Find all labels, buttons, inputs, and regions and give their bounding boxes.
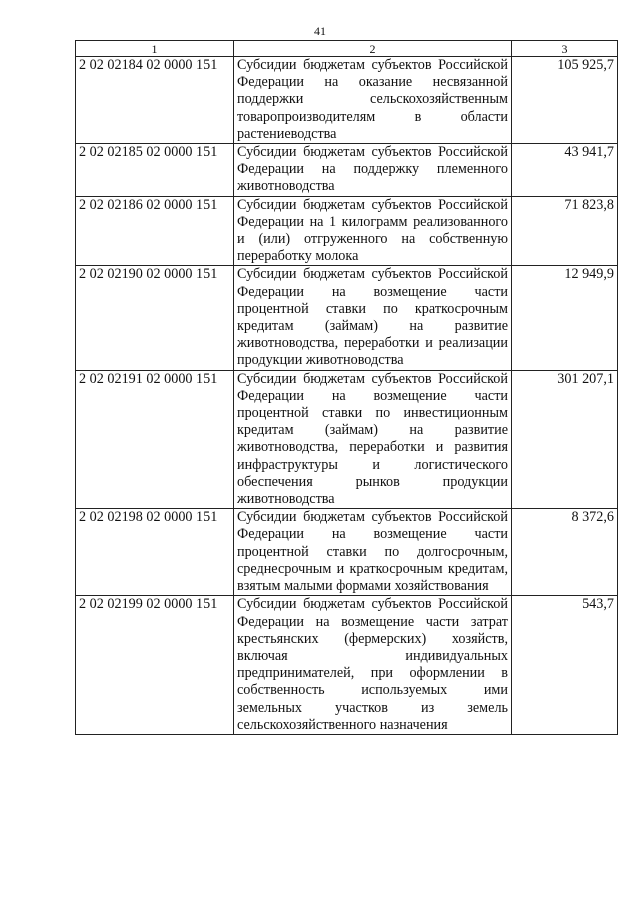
column-header-2: 2 [234,41,512,57]
table-row [76,596,618,735]
table-header-row [76,41,618,57]
description: Субсидии бюджетам субъектов Российской Федерации на возмещение части процентной ставки по долгосрочным, среднесрочным и краткосрочным кредитам, взятым малыми формами хозяйствования [234,509,512,596]
description: Субсидии бюджетам субъектов Российской Федерации на возмещение части процентной ставки по краткосрочным кредитам (займам) на развитие животноводства, переработки и реализации продукции животноводства [234,266,512,370]
amount: 43 941,7 [512,144,618,197]
description: Субсидии бюджетам субъектов Российской Федерации на возмещение части затрат крестьянских (фермерских) хозяйств, включая индивидуальных предпринимателей, при оформлении в собственность используемых ими земельных участков из земель сельскохозяйственного назначения [234,596,512,735]
amount: 71 823,8 [512,196,618,266]
description: Субсидии бюджетам субъектов Российской Федерации на возмещение части процентной ставки по инвестиционным кредитам (займам) на развитие животноводства, переработки и развития инфраструктуры и логистического обеспечения рынков продукции животноводства [234,370,512,509]
budget-code: 2 02 02198 02 0000 151 [76,509,234,596]
budget-code: 2 02 02184 02 0000 151 [76,57,234,144]
table-row [76,144,618,197]
table-row [76,196,618,266]
amount: 301 207,1 [512,370,618,509]
column-header-3: 3 [512,41,618,57]
table-row [76,370,618,509]
column-header-1: 1 [76,41,234,57]
page-number: 41 [314,24,326,38]
budget-code: 2 02 02199 02 0000 151 [76,596,234,735]
description: Субсидии бюджетам субъектов Российской Федерации на 1 килограмм реализованного и (или) отгруженного на собственную переработку молока [234,196,512,266]
amount: 543,7 [512,596,618,735]
description: Субсидии бюджетам субъектов Российской Федерации на поддержку племенного животноводства [234,144,512,197]
table-row [76,266,618,370]
budget-code: 2 02 02190 02 0000 151 [76,266,234,370]
budget-table [75,40,618,735]
amount: 105 925,7 [512,57,618,144]
table-row [76,57,618,144]
budget-code: 2 02 02191 02 0000 151 [76,370,234,509]
description: Субсидии бюджетам субъектов Российской Федерации на оказание несвязанной поддержки сельскохозяйственным товаропроизводителям в области растениеводства [234,57,512,144]
budget-code: 2 02 02186 02 0000 151 [76,196,234,266]
table-row [76,509,618,596]
budget-code: 2 02 02185 02 0000 151 [76,144,234,197]
amount: 12 949,9 [512,266,618,370]
amount: 8 372,6 [512,509,618,596]
